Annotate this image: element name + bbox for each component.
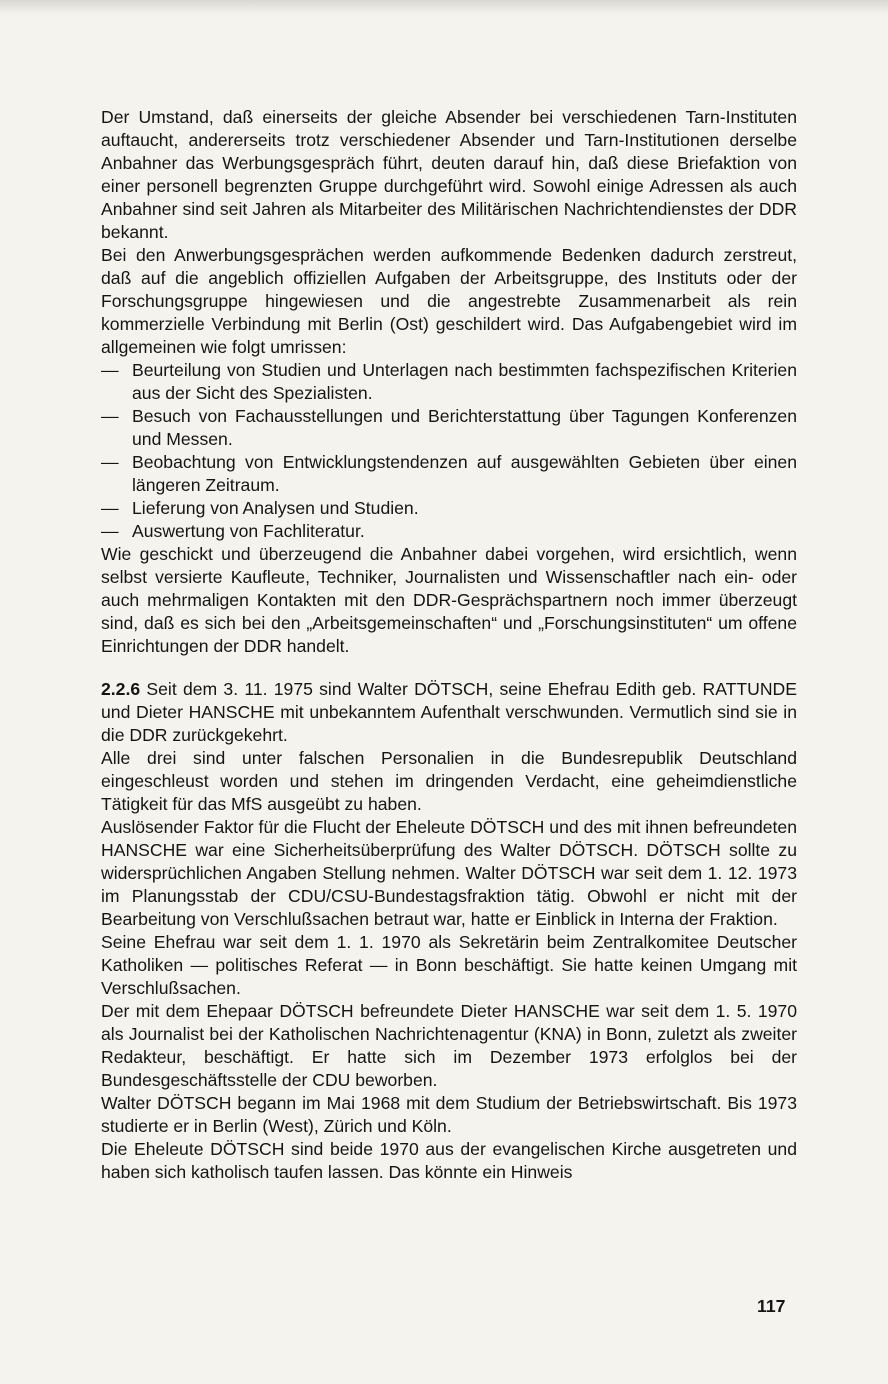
paragraph: Der Umstand, daß einerseits der gleiche Absender bei verschiedenen Tarn-Instituten auftaucht, andererseits trotz verschiedener Absender und Tarn-Institutionen derselbe Anbahner das Werbungsgespräch führt, deuten darauf hin, daß diese Briefaktion von einer personell begrenzten Gruppe durchgeführt wird. Sowohl einige Adressen als auch Anbahner sind seit Jahren als Mitarbeiter des Militärischen Nachrichtendienstes der DDR bekannt. xyxy=(101,107,797,242)
list-item xyxy=(101,497,797,520)
paragraph: Walter DÖTSCH begann im Mai 1968 mit dem Studium der Betriebswirtschaft. Bis 1973 studierte er in Berlin (West), Zürich und Köln. xyxy=(101,1093,797,1136)
paragraph: Die Eheleute DÖTSCH sind beide 1970 aus der evangelischen Kirche ausgetreten und haben sich katholisch taufen lassen. Das könnte ein Hinweis xyxy=(101,1139,797,1182)
paragraph: Auslösender Faktor für die Flucht der Eheleute DÖTSCH und des mit ihnen befreundeten HANSCHE war eine Sicherheitsüberprüfung des Walter DÖTSCH. DÖTSCH sollte zu widersprüchlichen Angaben Stellung nehmen. Walter DÖTSCH war seit dem 1. 12. 1973 im Planungsstab der CDU/CSU-Bundestagsfraktion tätig. Obwohl er nicht mit der Bearbeitung von Verschlußsachen betraut war, hatte er Einblick in Interna der Fraktion. xyxy=(101,817,797,929)
list-item xyxy=(101,520,797,543)
paragraph: Wie geschickt und überzeugend die Anbahner dabei vorgehen, wird ersichtlich, wenn selbst versierte Kaufleute, Techniker, Journalisten und Wissenschaftler nach ein- oder auch mehrmaligen Kontakten mit den DDR-Gesprächspartnern noch immer überzeugt sind, daß es sich bei den „Arbeitsgemeinschaften“ und „Forschungsinstituten“ um offene Einrichtungen der DDR handelt. xyxy=(101,544,797,656)
list-dash: — xyxy=(101,360,119,380)
list-item xyxy=(101,405,797,451)
section-first-text: Seit dem 3. 11. 1975 sind Walter DÖTSCH, seine Ehefrau Edith geb. RATTUNDE und Dieter HANSCHE mit unbekanntem Aufenthalt verschwunden. Vermutlich sind sie in die DDR zurückgekehrt. xyxy=(101,679,797,745)
section-first-paragraph xyxy=(101,678,797,747)
list-dash: — xyxy=(101,498,119,518)
list-item-text: Auswertung von Fachliteratur. xyxy=(132,521,365,541)
paragraph: Seine Ehefrau war seit dem 1. 1. 1970 als Sekretärin beim Zentralkomitee Deutscher Katholiken — politisches Referat — in Bonn beschäftigt. Sie hatte keinen Umgang mit Verschlußsachen. xyxy=(101,932,797,998)
list-dash: — xyxy=(101,521,119,541)
list-dash: — xyxy=(101,452,119,472)
list-dash: — xyxy=(101,406,119,426)
paragraph: Der mit dem Ehepaar DÖTSCH befreundete Dieter HANSCHE war seit dem 1. 5. 1970 als Journalist bei der Katholischen Nachrichtenagentur (KNA) in Bonn, zuletzt als zweiter Redakteur, beschäftigt. Er hatte sich im Dezember 1973 erfolglos bei der Bundesgeschäftsstelle der CDU beworben. xyxy=(101,1001,797,1090)
page-number: 117 xyxy=(757,1296,786,1316)
scan-edge xyxy=(0,0,888,14)
task-list xyxy=(101,359,797,543)
paragraph: Alle drei sind unter falschen Personalien in die Bundesrepublik Deutschland eingeschleust worden und stehen im dringenden Verdacht, eine geheimdienstliche Tätigkeit für das MfS ausgeübt zu haben. xyxy=(101,748,797,814)
list-item-text: Beurteilung von Studien und Unterlagen nach bestimmten fachspezifischen Kriterien aus der Sicht des Spezialisten. xyxy=(132,360,797,403)
list-item-text: Besuch von Fachausstellungen und Berichterstattung über Tagungen Konferenzen und Messen. xyxy=(132,406,797,449)
paragraph: Bei den Anwerbungsgesprächen werden aufkommende Bedenken dadurch zerstreut, daß auf die angeblich offiziellen Aufgaben der Arbeitsgruppe, des Instituts oder der Forschungsgruppe hingewiesen und die angestrebte Zusammenarbeit als rein kommerzielle Verbindung mit Berlin (Ost) geschildert wird. Das Aufgabengebiet wird im allgemeinen wie folgt umrissen: xyxy=(101,245,797,357)
list-item-text: Lieferung von Analysen und Studien. xyxy=(132,498,419,518)
section-gap xyxy=(101,658,797,678)
section-number: 2.2.6 xyxy=(101,679,141,699)
list-item-text: Beobachtung von Entwicklungstendenzen auf ausgewählten Gebieten über einen längeren Zeitraum. xyxy=(132,452,797,495)
list-item xyxy=(101,359,797,405)
list-item xyxy=(101,451,797,497)
page-body xyxy=(101,106,797,1184)
